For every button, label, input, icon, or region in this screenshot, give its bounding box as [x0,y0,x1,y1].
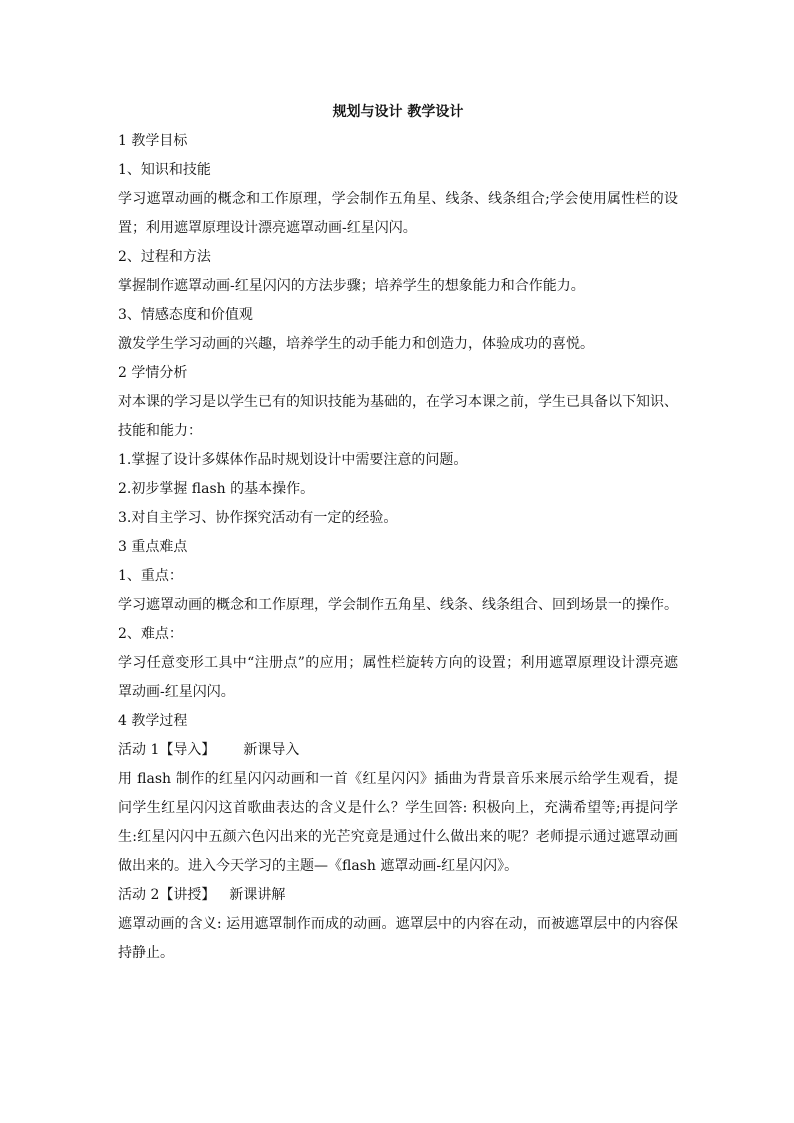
document-title: 规划与设计 教学设计 [332,104,464,120]
paragraph-difficulty: 学习任意变形工具中“注册点”的应用；属性栏旋转方向的设置；利用遮罩原理设计漂亮遮罩动画-红星闪闪。 [118,655,678,700]
section-heading-learner-analysis: 2 学情分析 [118,365,188,381]
activity-2-label: 活动 2【讲授】 [118,887,216,903]
activity-2-title: 新课讲解 [229,887,286,903]
subheading-key-point: 1、重点： [118,568,183,584]
activity-1-title: 新课导入 [243,742,300,758]
section-heading-teaching-process: 4 教学过程 [118,713,188,729]
paragraph-learner-analysis: 对本课的学习是以学生已有的知识技能为基础的，在学习本课之前，学生已具备以下知识、技能和能力： [118,394,678,439]
list-item: 2.初步掌握 flash 的基本操作。 [118,481,315,497]
list-item: 1.掌握了设计多媒体作品时规划设计中需要注意的问题。 [118,452,468,468]
activity-2-heading [118,881,678,910]
paragraph-attitude-values: 激发学生学习动画的兴趣，培养学生的动手能力和创造力，体验成功的喜悦。 [118,336,594,352]
paragraph-activity-2: 遮罩动画的含义: 运用遮罩制作而成的动画。遮罩层中的内容在动，而被遮罩层中的内容保持静止。 [118,916,678,961]
section-heading-objectives: 1 教学目标 [118,133,188,149]
subheading-process-methods: 2、过程和方法 [118,249,211,265]
list-item: 3.对自主学习、协作探究活动有一定的经验。 [118,510,398,526]
section-heading-key-points: 3 重点难点 [118,539,188,555]
subheading-difficulty: 2、难点： [118,626,183,642]
paragraph-knowledge-skills: 学习遮罩动画的概念和工作原理，学会制作五角星、线条、线条组合;学会使用属性栏的设置；利用遮罩原理设计漂亮遮罩动画-红星闪闪。 [118,191,678,236]
activity-1-heading [118,736,678,765]
subheading-knowledge-skills: 1、知识和技能 [118,162,211,178]
subheading-attitude-values: 3、情感态度和价值观 [118,307,253,323]
paragraph-process-methods: 掌握制作遮罩动画-红星闪闪的方法步骤；培养学生的想象能力和合作能力。 [118,278,585,294]
paragraph-activity-1: 用 flash 制作的红星闪闪动画和一首《红星闪闪》插曲为背景音乐来展示给学生观看，提问学生红星闪闪这首歌曲表达的含义是什么？学生回答: 积极向上，充满希望等;再提问学生:红星闪闪中五颜六色闪出来的光芒究竟是通过什么做出来的呢？老师提示通过遮罩动画做出来的。进入今天学习的主题—《flash 遮罩动画-红星闪闪》。 [118,771,678,874]
paragraph-key-point: 学习遮罩动画的概念和工作原理，学会制作五角星、线条、线条组合、回到场景一的操作。 [118,597,678,613]
activity-1-label: 活动 1【导入】 [118,742,216,758]
document-page [118,98,678,968]
